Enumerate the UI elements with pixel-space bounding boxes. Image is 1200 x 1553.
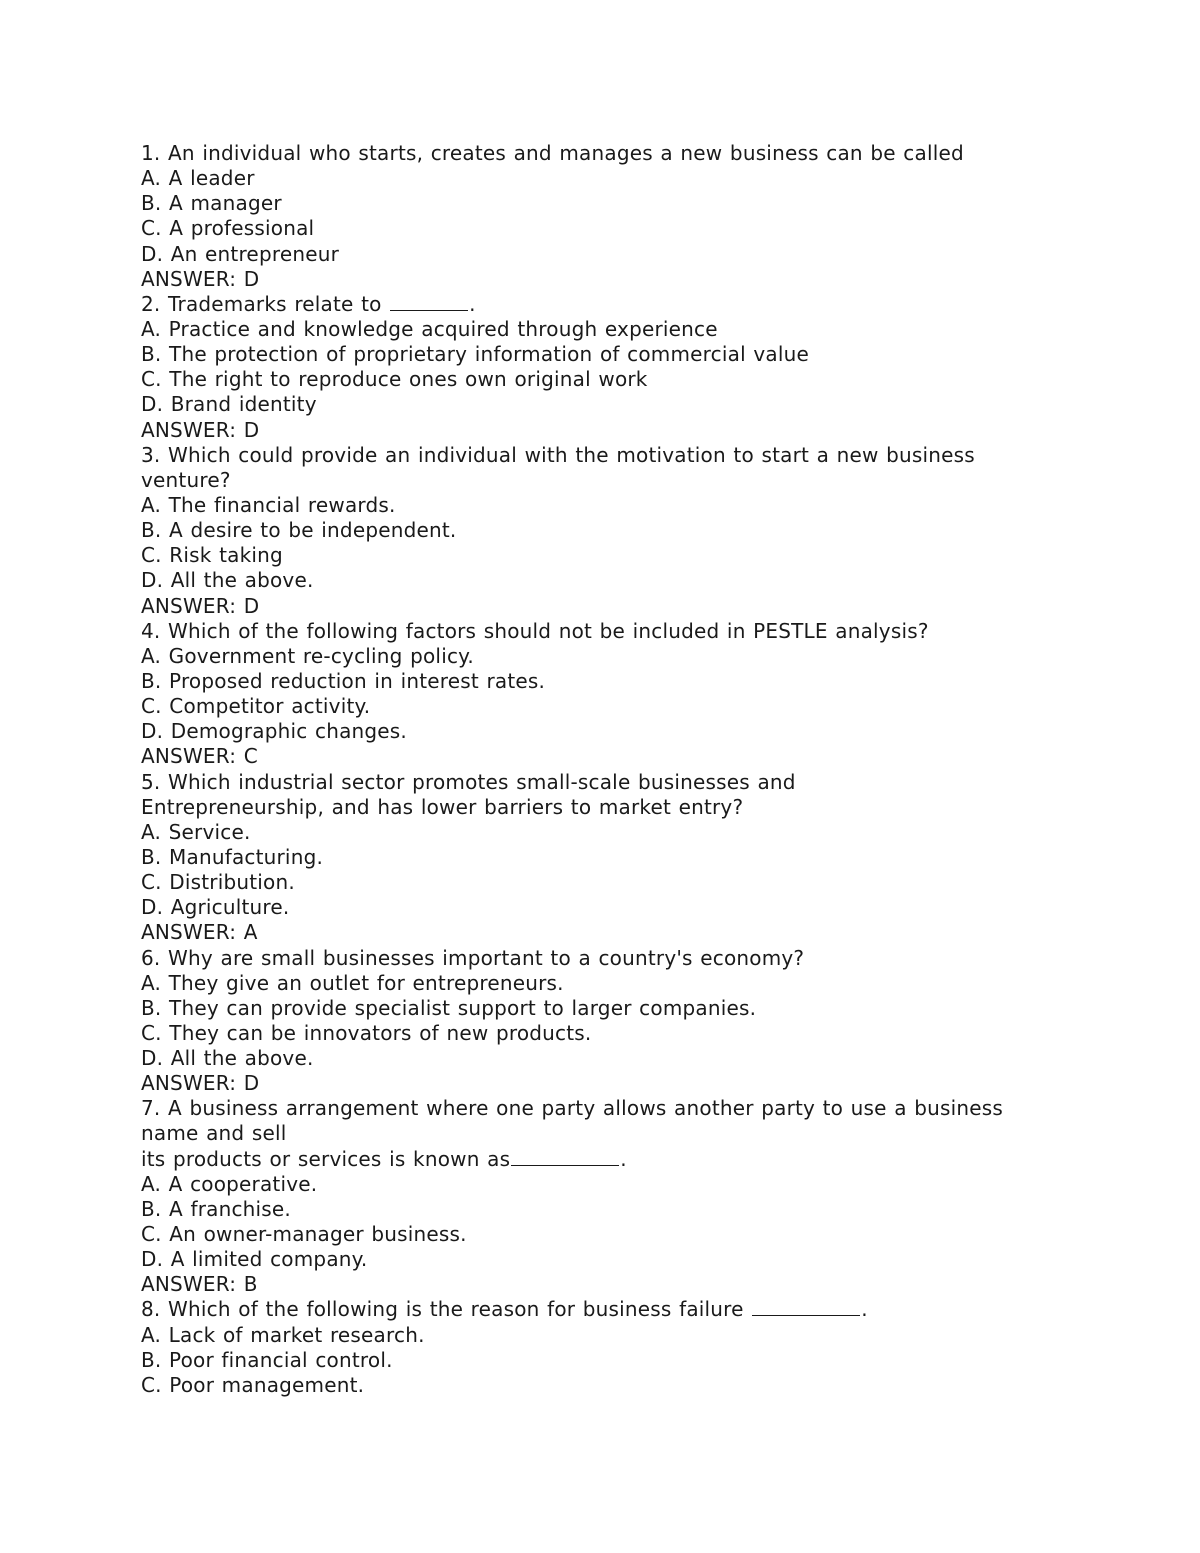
option-5d: D. Agriculture. [141,895,290,920]
option-1c: C. A professional [141,216,315,241]
question-8-text [141,1297,1061,1322]
option-7a: A. A cooperative. [141,1171,318,1196]
option-4a: A. Government re-cycling policy. [141,643,474,668]
question-5-text-cont: Entrepreneurship, and has lower barriers to market entry? [141,794,744,819]
question-1-text: 1. An individual who starts, creates and manages a new business can be called [141,141,964,165]
question-8-post: . [861,1297,868,1322]
option-6a: A. They give an outlet for entrepreneurs. [141,970,564,995]
option-8a: A. Lack of market research. [141,1322,425,1347]
question-3-text: 3. Which could provide an individual with the motivation to start a new business [141,442,975,467]
answer-blank [752,1298,860,1316]
option-3a: A. The financial rewards. [141,492,396,517]
option-7c: C. An owner-manager business. [141,1222,467,1247]
option-2d: D. Brand identity [141,392,317,417]
option-8c: C. Poor management. [141,1372,365,1397]
answer-2: ANSWER: D [141,417,260,442]
question-8-pre: 8. Which of the following is the reason for business failure [141,1297,752,1322]
question-7-post: . [620,1146,627,1171]
option-1b: B. A manager [141,191,282,216]
option-5b: B. Manufacturing. [141,844,324,869]
question-4-text: 4. Which of the following factors should not be included in PESTLE analysis? [141,618,929,643]
option-8b: B. Poor financial control. [141,1347,393,1372]
option-6d: D. All the above. [141,1046,314,1071]
option-2b: B. The protection of proprietary information of commercial value [141,342,810,367]
option-2a: A. Practice and knowledge acquired through experience [141,316,718,341]
option-1d: D. An entrepreneur [141,241,340,266]
option-5c: C. Distribution. [141,870,295,895]
answer-3: ANSWER: D [141,593,260,618]
option-7d: D. A limited company. [141,1247,368,1272]
question-5-text: 5. Which industrial sector promotes small-scale businesses and [141,769,796,794]
question-7-text-cont: name and sell [141,1121,287,1146]
option-4d: D. Demographic changes. [141,719,407,744]
answer-5: ANSWER: A [141,920,258,945]
quiz-text [141,141,1061,1398]
option-2c: C. The right to reproduce ones own original work [141,367,648,392]
option-5a: A. Service. [141,819,251,844]
option-7b: B. A franchise. [141,1196,291,1221]
option-1a: A. A leader [141,166,255,191]
question-6-text: 6. Why are small businesses important to a country's economy? [141,945,805,970]
option-6b: B. They can provide specialist support to larger companies. [141,995,757,1020]
option-4c: C. Competitor activity. [141,694,371,719]
answer-blank [511,1148,619,1166]
option-4b: B. Proposed reduction in interest rates. [141,668,546,693]
option-3d: D. All the above. [141,568,314,593]
question-3-text-cont: venture? [141,467,231,492]
answer-blank [390,293,468,311]
question-7-text-end [141,1147,1061,1172]
question-2-pre: 2. Trademarks relate to [141,291,390,316]
option-3c: C. Risk taking [141,543,283,568]
question-2-post: . [469,291,476,316]
option-6c: C. They can be innovators of new products. [141,1020,592,1045]
question-2-text [141,292,1061,317]
option-3b: B. A desire to be independent. [141,518,457,543]
question-7-text: 7. A business arrangement where one party allows another party to use a business [141,1096,1004,1121]
answer-1: ANSWER: D [141,266,260,291]
answer-4: ANSWER: C [141,744,258,769]
question-7-pre: its products or services is known as [141,1146,511,1171]
answer-7: ANSWER: B [141,1272,258,1297]
answer-6: ANSWER: D [141,1071,260,1096]
